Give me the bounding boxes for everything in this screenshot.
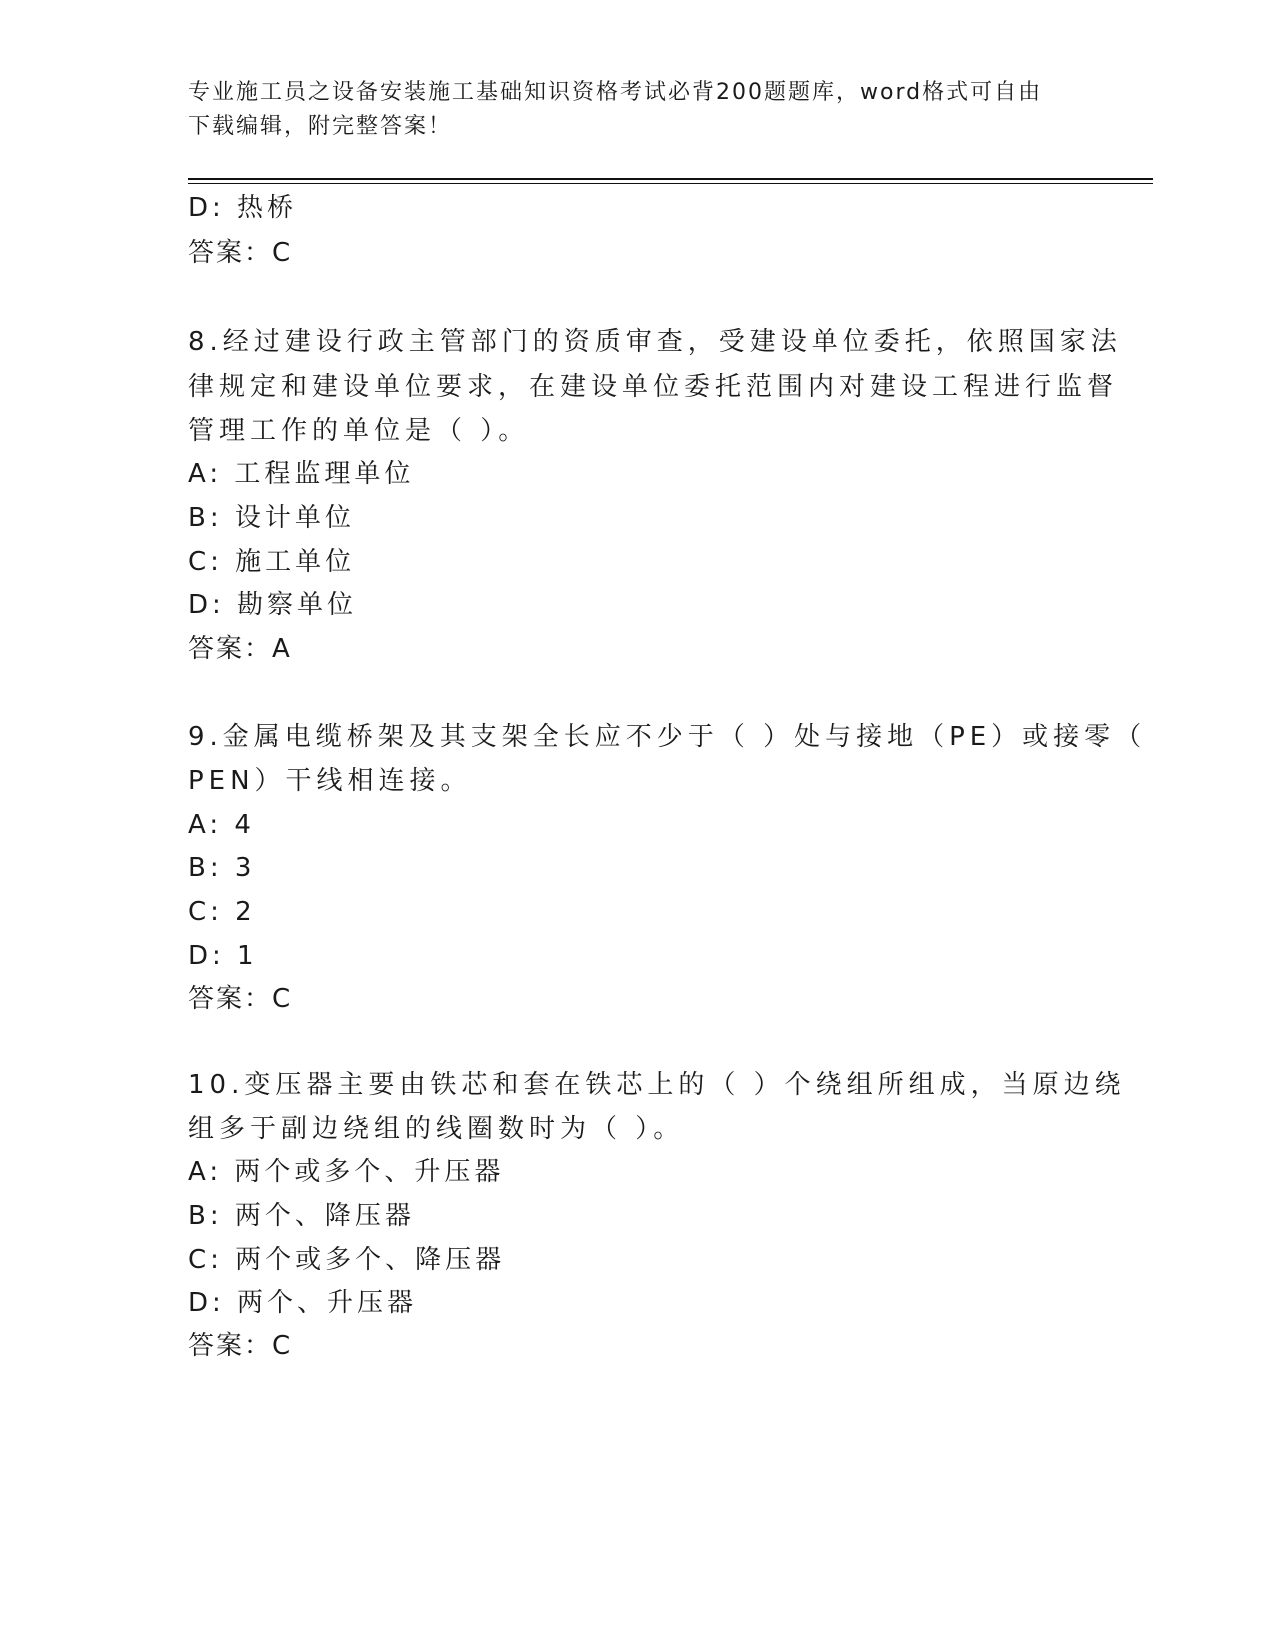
question-10-option-c: C: 两个或多个、降压器 — [188, 1245, 506, 1275]
answer-previous: 答案：C — [188, 238, 293, 268]
question-8-stem-line-1: 8.经过建设行政主管部门的资质审查，受建设单位委托，依照国家法 — [188, 327, 1122, 357]
document-header — [188, 76, 1068, 144]
question-9-option-b: B: 3 — [188, 853, 256, 883]
question-8-option-c: C: 施工单位 — [188, 547, 356, 577]
question-8-option-a: A: 工程监理单位 — [188, 459, 415, 489]
question-8-stem-line-2: 律规定和建设单位要求，在建设单位委托范围内对建设工程进行监督 — [188, 372, 1119, 402]
question-9-stem-line-1: 9.金属电缆桥架及其支架全长应不少于（ ）处与接地（PE）或接零（ — [188, 722, 1147, 752]
question-10-option-b: B: 两个、降压器 — [188, 1201, 415, 1231]
question-9-option-c: C: 2 — [188, 897, 256, 927]
header-divider-thick — [188, 178, 1153, 180]
header-line-1: 专业施工员之设备安装施工基础知识资格考试必背200题题库，word格式可自由 — [188, 80, 1043, 105]
question-9-answer: 答案：C — [188, 984, 293, 1014]
question-10-answer: 答案：C — [188, 1331, 293, 1361]
question-9-option-d: D: 1 — [188, 941, 258, 971]
question-8-option-b: B: 设计单位 — [188, 503, 355, 533]
header-divider-thin — [188, 183, 1153, 184]
option-d-previous: D: 热桥 — [188, 193, 298, 223]
question-10-stem-line-2: 组多于副边绕组的线圈数时为（ ）。 — [188, 1114, 685, 1144]
question-8-option-d: D: 勘察单位 — [188, 590, 358, 620]
question-10-option-d: D: 两个、升压器 — [188, 1288, 418, 1318]
question-9-option-a: A: 4 — [188, 810, 255, 840]
question-8-answer: 答案：A — [188, 634, 292, 664]
question-8-stem-line-3: 管理工作的单位是（ ）。 — [188, 416, 530, 446]
question-10-option-a: A: 两个或多个、升压器 — [188, 1157, 505, 1187]
question-9-stem-line-2: PEN）干线相连接。 — [188, 766, 472, 796]
question-10-stem-line-1: 10.变压器主要由铁芯和套在铁芯上的（ ）个绕组所组成，当原边绕 — [188, 1070, 1126, 1100]
header-line-2: 下载编辑，附完整答案！ — [188, 114, 453, 139]
